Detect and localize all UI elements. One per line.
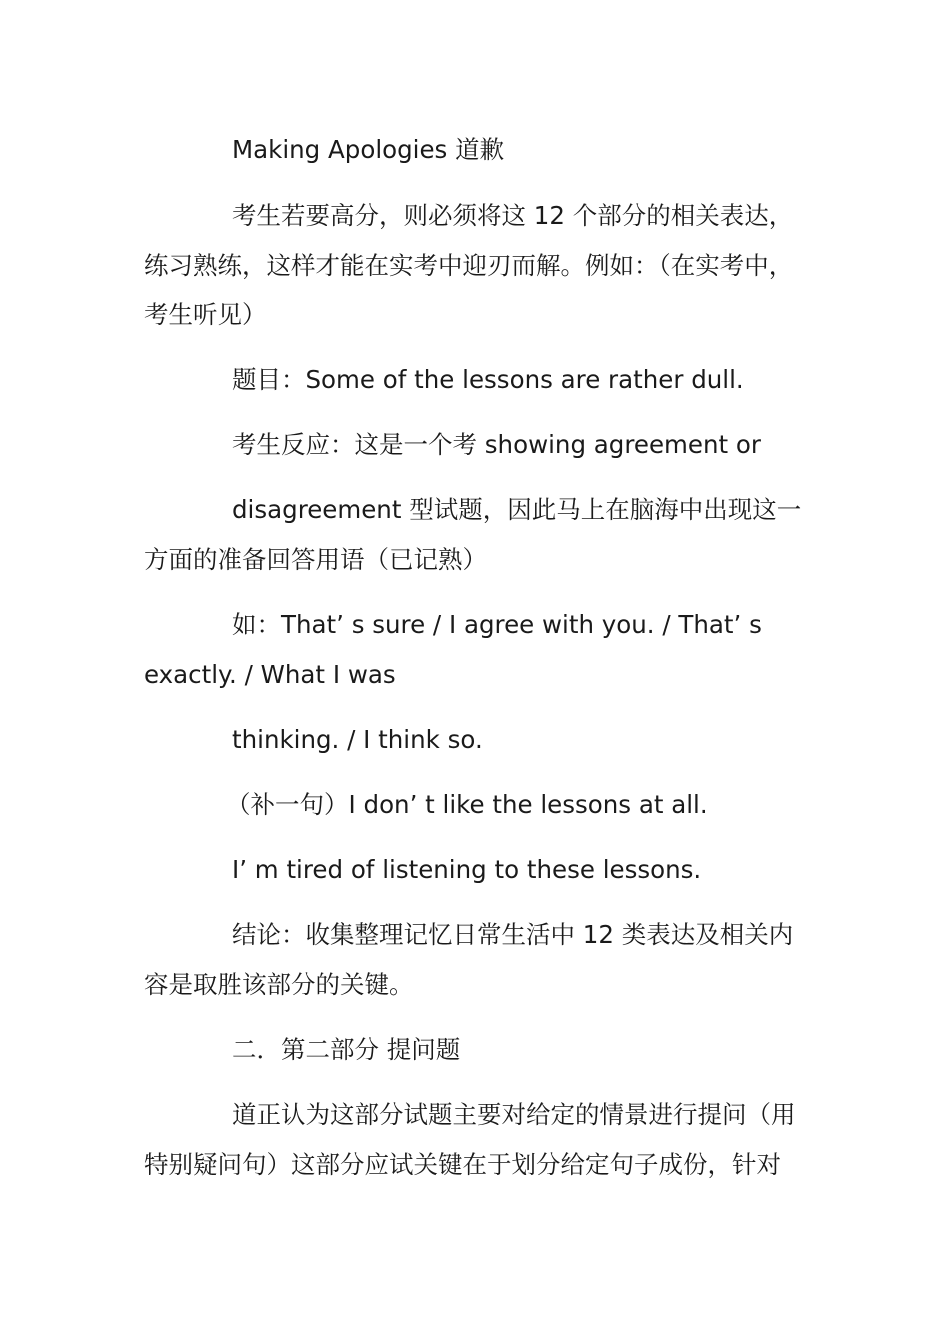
- paragraph-line: 考生若要高分，则必须将这 12 个部分的相关表达，: [232, 201, 794, 230]
- conclusion-line: 结论：收集整理记忆日常生活中 12 类表达及相关内: [232, 920, 794, 949]
- example-line: （补一句）I don’ t like the lessons at all.: [226, 790, 708, 819]
- section-heading: 二．第二部分 提问题: [232, 1035, 461, 1064]
- conclusion-line: 容是取胜该部分的关键。: [144, 970, 414, 999]
- example-line: exactly. / What I was: [144, 660, 396, 689]
- paragraph-line: 练习熟练，这样才能在实考中迎刃而解。例如：（在实考中，: [144, 251, 794, 280]
- paragraph-line: 道正认为这部分试题主要对给定的情景进行提问（用: [232, 1100, 796, 1129]
- paragraph-line: 考生反应：这是一个考 showing agreement or: [232, 430, 761, 459]
- example-line: 如：That’ s sure / I agree with you. / That’ s: [232, 610, 762, 639]
- paragraph-line: 方面的准备回答用语（已记熟）: [144, 545, 487, 574]
- example-line: I’ m tired of listening to these lessons.: [232, 855, 702, 884]
- paragraph-line: disagreement 型试题，因此马上在脑海中出现这一: [232, 495, 802, 524]
- heading-making-apologies: Making Apologies 道歉: [232, 135, 505, 164]
- question-line: 题目：Some of the lessons are rather dull.: [232, 365, 744, 394]
- paragraph-line: 考生听见）: [144, 300, 267, 329]
- paragraph-line: 特别疑问句）这部分应试关键在于划分给定句子成份，针对: [144, 1150, 781, 1179]
- example-line: thinking. / I think so.: [232, 725, 483, 754]
